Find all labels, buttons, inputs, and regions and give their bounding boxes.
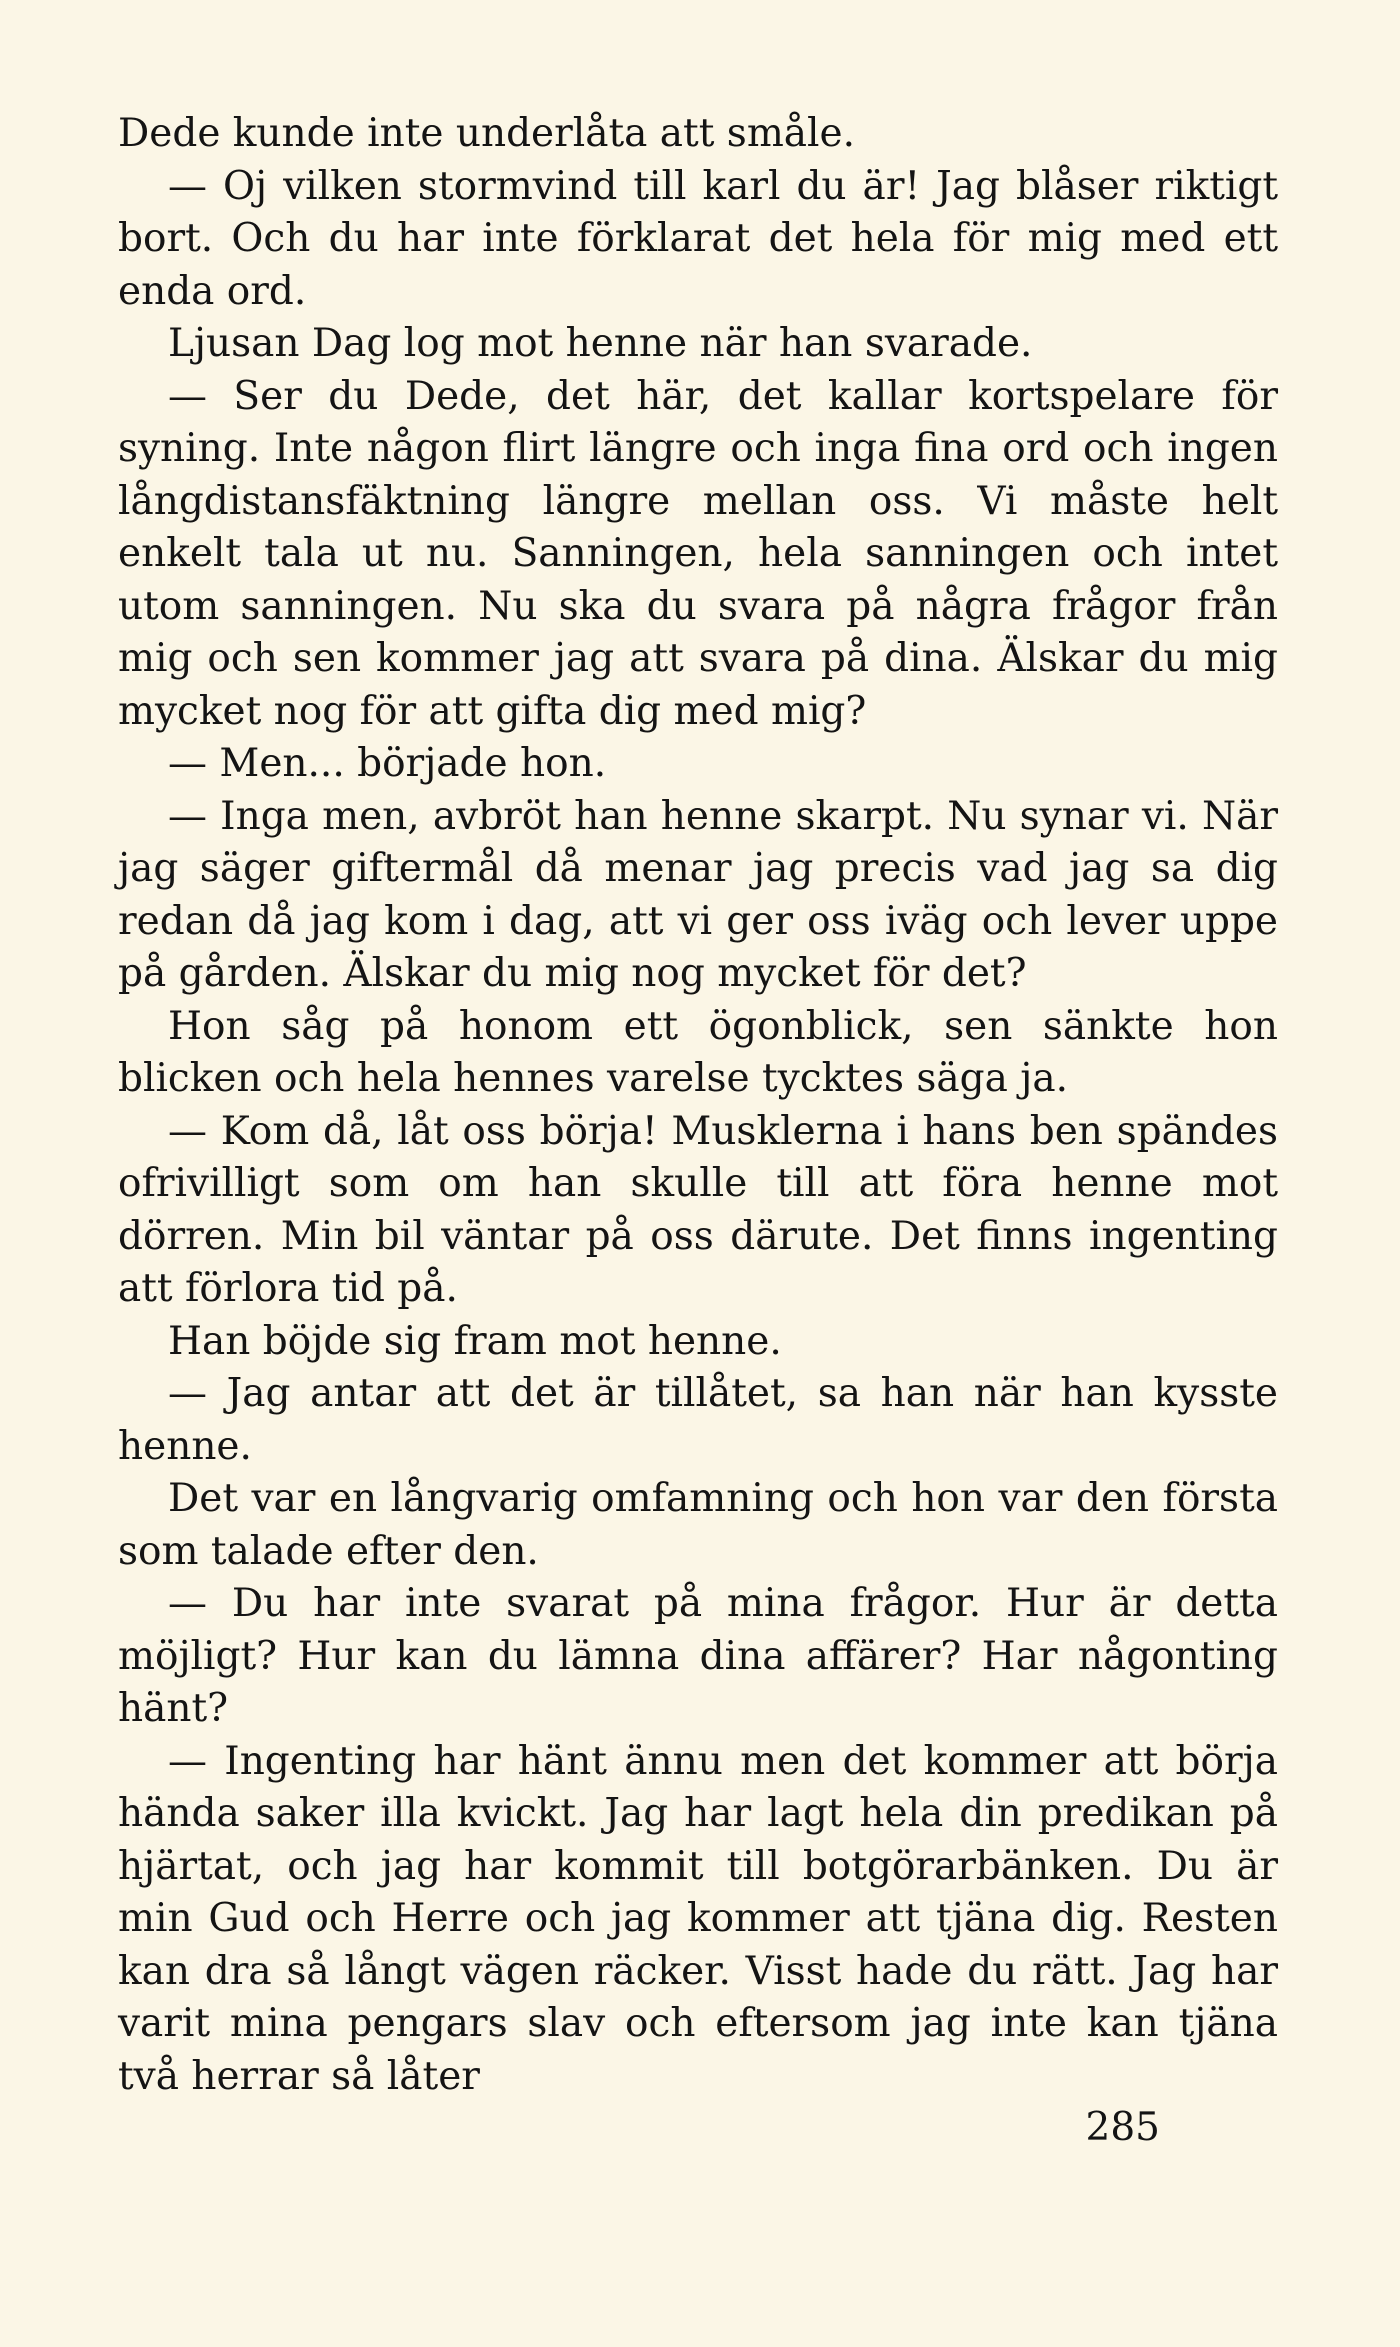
paragraph: — Jag antar att det är tillåtet, sa han när han kysste henne. xyxy=(118,1371,1278,1469)
paragraph: — Ingenting har hänt ännu men det kommer att börja hända saker illa kvickt. Jag har lagt hela din predikan på hjärtat, och jag har kommit till botgörarbänken. Du är min Gud och Herre och jag kommer att tjäna dig. Resten kan dra så långt vägen räcker. Visst hade du rätt. Jag har varit mina pengars slav och eftersom jag inte kan tjäna två herrar så låter xyxy=(118,1738,1278,2099)
paragraph: — Du har inte svarat på mina frågor. Hur är detta möjligt? Hur kan du lämna dina affärer? Har någonting hänt? xyxy=(118,1581,1278,1731)
body-text xyxy=(118,108,1278,2103)
paragraph: Ljusan Dag log mot henne när han svarade. xyxy=(168,321,1033,366)
paragraph: Han böjde sig fram mot henne. xyxy=(168,1318,782,1364)
paragraph: — Men... började hon. xyxy=(168,741,607,786)
paragraph: — Inga men, avbröt han henne skarpt. Nu synar vi. När jag säger giftermål då menar jag precis vad jag sa dig redan då jag kom i dag, att vi ger oss iväg och lever uppe på gården. Älskar du mig nog mycket för det? xyxy=(118,793,1278,996)
paragraph: — Ser du Dede, det här, det kallar kortspelare för syning. Inte någon flirt längre och inga fina ord och ingen långdistansfäktning längre mellan oss. Vi måste helt enkelt tala ut nu. Sanningen, hela sanningen och intet utom sanningen. Nu ska du svara på några frågor från mig och sen kommer jag att svara på dina. Älskar du mig mycket nog för att gifta dig med mig? xyxy=(118,373,1278,734)
paragraph: — Oj vilken stormvind till karl du är! Jag blåser riktigt bort. Och du har inte förklarat det hela för mig med ett enda ord. xyxy=(118,163,1278,314)
page-number: 285 xyxy=(1085,2105,1160,2150)
paragraph: Det var en långvarig omfamning och hon var den första som talade efter den. xyxy=(118,1476,1278,1574)
paragraph: — Kom då, låt oss börja! Musklerna i hans ben spändes ofrivilligt som om han skulle till att föra henne mot dörren. Min bil väntar på oss därute. Det finns ingenting att förlora tid på. xyxy=(118,1108,1278,1311)
paragraph: Dede kunde inte underlåta att småle. xyxy=(118,111,856,156)
paragraph: Hon såg på honom ett ögonblick, sen sänkte hon blicken och hela hennes varelse tycktes säga ja. xyxy=(118,1003,1278,1101)
